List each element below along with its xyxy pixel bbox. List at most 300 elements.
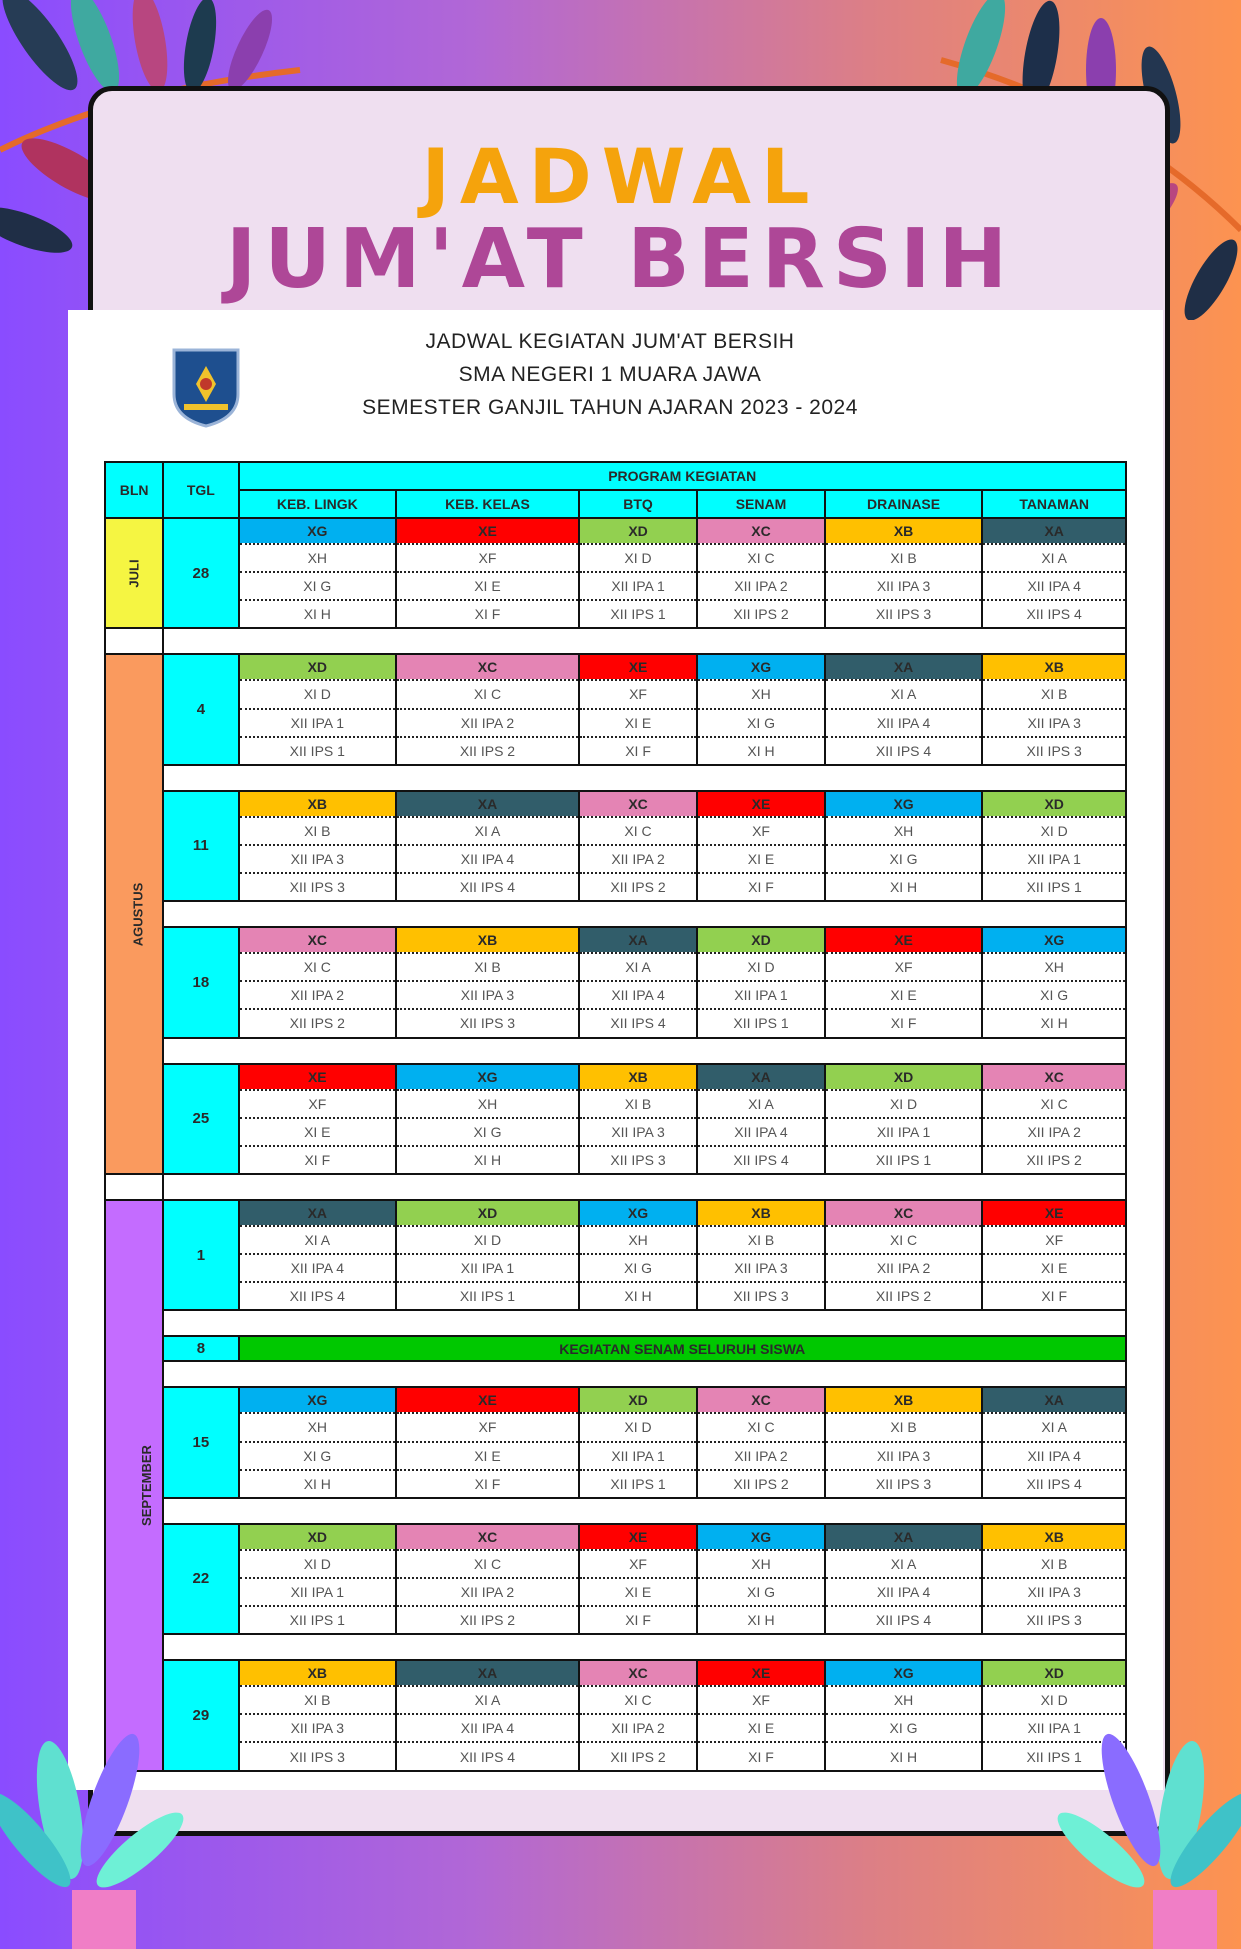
class-name-cell: XF — [396, 1413, 579, 1441]
class-code-cell: XE — [982, 1200, 1126, 1226]
class-name-cell: XII IPA 4 — [982, 572, 1126, 600]
class-name-cell: XI C — [579, 817, 697, 845]
class-name-cell: XII IPS 4 — [579, 1009, 697, 1037]
class-code-cell: XG — [396, 1064, 579, 1090]
class-name-cell: XI F — [825, 1009, 983, 1037]
class-code-cell: XE — [239, 1064, 397, 1090]
class-name-cell: XI B — [239, 817, 397, 845]
school-logo-icon — [170, 344, 242, 428]
class-name-cell: XII IPS 2 — [579, 873, 697, 901]
spacer-cell — [163, 1361, 1126, 1387]
date-cell: 22 — [163, 1524, 238, 1634]
class-name-cell: XI H — [825, 873, 983, 901]
class-name-cell: XI G — [697, 1578, 824, 1606]
class-code-cell: XG — [825, 1660, 983, 1686]
class-name-cell: XI G — [697, 709, 824, 737]
class-code-cell: XC — [396, 1524, 579, 1550]
week-code-row — [105, 791, 1126, 817]
class-name-cell: XF — [697, 1686, 824, 1714]
month-label: JULI — [126, 559, 142, 588]
class-name-cell: XII IPS 1 — [697, 1009, 824, 1037]
class-name-cell: XH — [697, 1550, 824, 1578]
class-name-cell: XI G — [239, 1442, 397, 1470]
week-class-row — [105, 1442, 1126, 1470]
week-class-row — [105, 1578, 1126, 1606]
week-class-row — [105, 953, 1126, 981]
class-name-cell: XI F — [239, 1146, 397, 1174]
class-name-cell: XI E — [239, 1118, 397, 1146]
date-cell: 4 — [163, 654, 238, 764]
program-header-3: SENAM — [697, 490, 824, 518]
week-class-row — [105, 1606, 1126, 1634]
class-name-cell: XII IPS 3 — [579, 1146, 697, 1174]
class-name-cell: XI E — [697, 845, 824, 873]
class-code-cell: XD — [396, 1200, 579, 1226]
class-name-cell: XI C — [396, 1550, 579, 1578]
class-name-cell: XI D — [697, 953, 824, 981]
class-code-cell: XC — [825, 1200, 983, 1226]
week-class-row — [105, 1686, 1126, 1714]
class-name-cell: XI C — [697, 1413, 824, 1441]
week-class-row — [105, 1413, 1126, 1441]
class-name-cell: XII IPA 2 — [396, 709, 579, 737]
class-name-cell: XII IPS 1 — [396, 1282, 579, 1310]
class-code-cell: XD — [982, 791, 1126, 817]
class-name-cell: XI G — [396, 1118, 579, 1146]
class-name-cell: XII IPA 1 — [825, 1118, 983, 1146]
class-code-cell: XB — [825, 518, 983, 544]
class-code-cell: XB — [982, 1524, 1126, 1550]
class-name-cell: XII IPS 4 — [825, 737, 983, 765]
class-name-cell: XII IPA 3 — [239, 845, 397, 873]
class-name-cell: XI D — [982, 1686, 1126, 1714]
class-name-cell: XII IPS 4 — [396, 1742, 579, 1771]
class-code-cell: XC — [697, 1387, 824, 1413]
program-header-1: KEB. KELAS — [396, 490, 579, 518]
class-name-cell: XII IPA 2 — [579, 1714, 697, 1742]
class-name-cell: XF — [982, 1226, 1126, 1254]
class-name-cell: XII IPS 3 — [239, 873, 397, 901]
class-name-cell: XI A — [825, 1550, 983, 1578]
class-code-cell: XE — [396, 1387, 579, 1413]
class-name-cell: XI H — [239, 600, 397, 628]
class-name-cell: XII IPA 2 — [697, 572, 824, 600]
class-name-cell: XI E — [982, 1254, 1126, 1282]
date-cell: 29 — [163, 1660, 238, 1771]
class-code-cell: XA — [825, 1524, 983, 1550]
class-name-cell: XI H — [239, 1470, 397, 1498]
week-code-row — [105, 518, 1126, 544]
class-name-cell: XI B — [579, 1090, 697, 1118]
class-name-cell: XI B — [697, 1226, 824, 1254]
class-name-cell: XI D — [579, 544, 697, 572]
class-name-cell: XI G — [239, 572, 397, 600]
class-name-cell: XI B — [825, 1413, 983, 1441]
date-cell: 25 — [163, 1064, 238, 1174]
class-name-cell: XI H — [982, 1009, 1126, 1037]
class-code-cell: XA — [396, 1660, 579, 1686]
class-code-cell: XA — [697, 1064, 824, 1090]
class-name-cell: XI D — [579, 1413, 697, 1441]
class-name-cell: XII IPA 1 — [579, 572, 697, 600]
class-name-cell: XF — [825, 953, 983, 981]
class-name-cell: XF — [579, 680, 697, 708]
class-name-cell: XII IPS 3 — [239, 1742, 397, 1771]
week-class-row — [105, 1118, 1126, 1146]
class-name-cell: XI A — [982, 1413, 1126, 1441]
class-name-cell: XII IPS 2 — [579, 1742, 697, 1771]
class-name-cell: XI E — [697, 1714, 824, 1742]
class-name-cell: XI H — [579, 1282, 697, 1310]
class-code-cell: XD — [825, 1064, 983, 1090]
class-code-cell: XD — [982, 1660, 1126, 1686]
class-code-cell: XB — [239, 1660, 397, 1686]
month-label: SEPTEMBER — [138, 1445, 154, 1527]
class-name-cell: XII IPA 3 — [825, 1442, 983, 1470]
class-name-cell: XI F — [396, 600, 579, 628]
class-name-cell: XF — [239, 1090, 397, 1118]
spacer-cell — [163, 765, 1126, 791]
program-header-4: DRAINASE — [825, 490, 983, 518]
week-code-row — [105, 1387, 1126, 1413]
plant-decoration-bottom-right — [1041, 1690, 1241, 1949]
class-name-cell: XII IPA 3 — [825, 572, 983, 600]
class-name-cell: XII IPS 4 — [697, 1146, 824, 1174]
month-label: AGUSTUS — [130, 882, 146, 947]
class-name-cell: XII IPA 4 — [579, 981, 697, 1009]
spacer-cell — [163, 628, 1126, 654]
week-class-row — [105, 709, 1126, 737]
class-name-cell: XI E — [579, 709, 697, 737]
class-name-cell: XII IPA 1 — [982, 845, 1126, 873]
class-code-cell: XB — [697, 1200, 824, 1226]
program-header-5: TANAMAN — [982, 490, 1126, 518]
class-code-cell: XB — [396, 927, 579, 953]
class-name-cell: XII IPS 1 — [579, 600, 697, 628]
class-code-cell: XB — [239, 791, 397, 817]
class-name-cell: XI C — [982, 1090, 1126, 1118]
class-code-cell: XA — [239, 1200, 397, 1226]
class-name-cell: XII IPS 1 — [239, 1606, 397, 1634]
week-class-row — [105, 544, 1126, 572]
class-name-cell: XII IPA 4 — [982, 1442, 1126, 1470]
class-name-cell: XI D — [982, 817, 1126, 845]
class-code-cell: XG — [982, 927, 1126, 953]
spacer-row — [105, 628, 1126, 654]
class-name-cell: XI E — [396, 572, 579, 600]
class-name-cell: XH — [697, 680, 824, 708]
class-code-cell: XA — [982, 1387, 1126, 1413]
class-name-cell: XI F — [697, 873, 824, 901]
class-code-cell: XG — [579, 1200, 697, 1226]
week-class-row — [105, 1254, 1126, 1282]
class-name-cell: XII IPS 2 — [396, 737, 579, 765]
class-name-cell: XII IPA 1 — [396, 1254, 579, 1282]
class-code-cell: XB — [982, 654, 1126, 680]
program-header-0: KEB. LINGK — [239, 490, 397, 518]
class-name-cell: XI G — [825, 1714, 983, 1742]
class-name-cell: XH — [825, 1686, 983, 1714]
class-name-cell: XI F — [697, 1742, 824, 1771]
class-name-cell: XII IPA 1 — [982, 1714, 1126, 1742]
class-code-cell: XE — [579, 654, 697, 680]
class-name-cell: XI F — [396, 1470, 579, 1498]
spacer-row — [105, 1174, 1126, 1200]
class-name-cell: XII IPA 2 — [579, 845, 697, 873]
class-code-cell: XB — [579, 1064, 697, 1090]
class-code-cell: XD — [239, 1524, 397, 1550]
class-name-cell: XI H — [396, 1146, 579, 1174]
spacer-row — [105, 1310, 1126, 1336]
date-cell: 18 — [163, 927, 238, 1037]
spacer-cell — [163, 1174, 1126, 1200]
week-class-row — [105, 1742, 1126, 1771]
week-code-row — [105, 1524, 1126, 1550]
class-name-cell: XI G — [982, 981, 1126, 1009]
class-name-cell: XI B — [825, 544, 983, 572]
class-name-cell: XH — [396, 1090, 579, 1118]
spacer-cell — [105, 1174, 163, 1200]
spacer-cell — [163, 1310, 1126, 1336]
class-name-cell: XI F — [579, 1606, 697, 1634]
week-class-row — [105, 981, 1126, 1009]
week-class-row — [105, 817, 1126, 845]
week-class-row — [105, 1009, 1126, 1037]
class-name-cell: XF — [396, 544, 579, 572]
week-code-row — [105, 1200, 1126, 1226]
class-name-cell: XII IPS 2 — [697, 1470, 824, 1498]
class-name-cell: XI E — [579, 1578, 697, 1606]
class-code-cell: XG — [239, 1387, 397, 1413]
class-code-cell: XC — [982, 1064, 1126, 1090]
class-name-cell: XII IPA 4 — [396, 1714, 579, 1742]
program-header: PROGRAM KEGIATAN — [239, 462, 1127, 490]
class-code-cell: XA — [396, 791, 579, 817]
schedule-table — [104, 461, 1127, 1772]
class-code-cell: XG — [825, 791, 983, 817]
class-name-cell: XI A — [697, 1090, 824, 1118]
class-name-cell: XI F — [982, 1282, 1126, 1310]
date-cell: 8 — [163, 1336, 238, 1361]
class-name-cell: XH — [239, 544, 397, 572]
class-name-cell: XII IPA 3 — [697, 1254, 824, 1282]
week-code-row — [105, 1660, 1126, 1686]
class-name-cell: XII IPS 2 — [825, 1282, 983, 1310]
class-name-cell: XII IPS 2 — [982, 1146, 1126, 1174]
week-class-row — [105, 845, 1126, 873]
class-code-cell: XD — [239, 654, 397, 680]
special-activity-cell: KEGIATAN SENAM SELURUH SISWA — [239, 1336, 1127, 1361]
week-class-row — [105, 1226, 1126, 1254]
class-name-cell: XII IPA 2 — [396, 1578, 579, 1606]
class-name-cell: XI C — [697, 544, 824, 572]
class-name-cell: XII IPS 2 — [239, 1009, 397, 1037]
class-name-cell: XI A — [239, 1226, 397, 1254]
class-name-cell: XI A — [396, 817, 579, 845]
spacer-cell — [105, 628, 163, 654]
class-name-cell: XI B — [982, 680, 1126, 708]
class-name-cell: XF — [579, 1550, 697, 1578]
class-name-cell: XII IPS 3 — [982, 737, 1126, 765]
class-name-cell: XI D — [396, 1226, 579, 1254]
class-name-cell: XI C — [825, 1226, 983, 1254]
class-code-cell: XA — [825, 654, 983, 680]
week-code-row — [105, 654, 1126, 680]
class-name-cell: XII IPS 1 — [982, 873, 1126, 901]
spacer-row — [105, 1361, 1126, 1387]
class-code-cell: XG — [697, 654, 824, 680]
spacer-row — [105, 901, 1126, 927]
spacer-row — [105, 1038, 1126, 1064]
month-cell — [105, 1200, 163, 1771]
class-code-cell: XC — [697, 518, 824, 544]
class-name-cell: XI A — [396, 1686, 579, 1714]
class-name-cell: XII IPS 4 — [825, 1606, 983, 1634]
class-name-cell: XII IPA 3 — [239, 1714, 397, 1742]
class-name-cell: XII IPS 1 — [579, 1470, 697, 1498]
class-name-cell: XII IPA 4 — [697, 1118, 824, 1146]
week-class-row — [105, 1714, 1126, 1742]
class-code-cell: XE — [697, 791, 824, 817]
class-code-cell: XG — [697, 1524, 824, 1550]
class-name-cell: XI E — [825, 981, 983, 1009]
class-code-cell: XA — [982, 518, 1126, 544]
week-class-row — [105, 572, 1126, 600]
class-name-cell: XI A — [982, 544, 1126, 572]
week-code-row — [105, 1064, 1126, 1090]
class-name-cell: XI G — [579, 1254, 697, 1282]
class-code-cell: XD — [697, 927, 824, 953]
class-code-cell: XD — [579, 518, 697, 544]
class-code-cell: XE — [579, 1524, 697, 1550]
class-code-cell: XG — [239, 518, 397, 544]
week-class-row — [105, 1090, 1126, 1118]
header-line3: SEMESTER GANJIL TAHUN AJARAN 2023 - 2024 — [362, 396, 858, 419]
class-name-cell: XI B — [396, 953, 579, 981]
class-name-cell: XI B — [239, 1686, 397, 1714]
date-cell: 28 — [163, 518, 238, 628]
class-name-cell: XI C — [579, 1686, 697, 1714]
class-name-cell: XII IPS 2 — [697, 600, 824, 628]
class-name-cell: XII IPA 3 — [982, 1578, 1126, 1606]
class-name-cell: XI E — [396, 1442, 579, 1470]
class-name-cell: XII IPS 4 — [982, 1470, 1126, 1498]
class-name-cell: XI B — [982, 1550, 1126, 1578]
date-cell: 11 — [163, 791, 238, 901]
class-code-cell: XC — [579, 1660, 697, 1686]
week-class-row — [105, 1550, 1126, 1578]
month-cell — [105, 654, 163, 1174]
week-class-row — [105, 1146, 1126, 1174]
class-name-cell: XI G — [825, 845, 983, 873]
week-class-row — [105, 600, 1126, 628]
spacer-cell — [163, 901, 1126, 927]
class-name-cell: XI A — [825, 680, 983, 708]
class-name-cell: XII IPA 2 — [239, 981, 397, 1009]
class-name-cell: XI D — [239, 1550, 397, 1578]
col-tgl-header: TGL — [163, 462, 238, 518]
class-name-cell: XII IPA 1 — [579, 1442, 697, 1470]
class-name-cell: XII IPS 3 — [697, 1282, 824, 1310]
class-name-cell: XI H — [697, 1606, 824, 1634]
class-name-cell: XII IPA 1 — [239, 709, 397, 737]
page-title-line2: JUM'AT BERSIH — [225, 212, 1016, 307]
class-code-cell: XB — [825, 1387, 983, 1413]
class-name-cell: XII IPA 1 — [697, 981, 824, 1009]
class-name-cell: XII IPS 4 — [982, 600, 1126, 628]
class-name-cell: XII IPA 4 — [396, 845, 579, 873]
week-class-row — [105, 1282, 1126, 1310]
class-name-cell: XII IPS 1 — [982, 1742, 1126, 1771]
class-code-cell: XE — [825, 927, 983, 953]
class-name-cell: XI A — [579, 953, 697, 981]
class-name-cell: XII IPS 4 — [239, 1282, 397, 1310]
week-class-row — [105, 737, 1126, 765]
class-name-cell: XI C — [239, 953, 397, 981]
class-name-cell: XII IPS 1 — [825, 1146, 983, 1174]
plant-decoration-bottom-left — [0, 1690, 200, 1949]
class-name-cell: XH — [239, 1413, 397, 1441]
class-name-cell: XII IPA 1 — [239, 1578, 397, 1606]
class-name-cell: XII IPA 3 — [579, 1118, 697, 1146]
date-cell: 1 — [163, 1200, 238, 1310]
class-name-cell: XI F — [579, 737, 697, 765]
spacer-cell — [163, 1634, 1126, 1660]
class-name-cell: XII IPA 4 — [825, 709, 983, 737]
class-code-cell: XE — [697, 1660, 824, 1686]
class-code-cell: XC — [396, 654, 579, 680]
class-name-cell: XI C — [396, 680, 579, 708]
class-code-cell: XC — [579, 791, 697, 817]
class-name-cell: XF — [697, 817, 824, 845]
week-code-row — [105, 927, 1126, 953]
spacer-row — [105, 1634, 1126, 1660]
week-class-row — [105, 1470, 1126, 1498]
class-name-cell: XII IPA 4 — [239, 1254, 397, 1282]
month-cell — [105, 518, 163, 628]
class-name-cell: XI D — [825, 1090, 983, 1118]
class-name-cell: XI H — [697, 737, 824, 765]
class-code-cell: XE — [396, 518, 579, 544]
spacer-row — [105, 765, 1126, 791]
class-name-cell: XII IPA 2 — [697, 1442, 824, 1470]
class-name-cell: XII IPA 4 — [825, 1578, 983, 1606]
class-name-cell: XI H — [825, 1742, 983, 1771]
class-name-cell: XII IPS 1 — [239, 737, 397, 765]
class-code-cell: XC — [239, 927, 397, 953]
header-line2: SMA NEGERI 1 MUARA JAWA — [458, 363, 762, 386]
class-name-cell: XII IPS 2 — [396, 1606, 579, 1634]
week-class-row — [105, 873, 1126, 901]
class-name-cell: XII IPS 3 — [825, 1470, 983, 1498]
class-code-cell: XD — [579, 1387, 697, 1413]
class-name-cell: XII IPA 2 — [982, 1118, 1126, 1146]
special-row — [105, 1336, 1126, 1361]
spacer-cell — [163, 1498, 1126, 1524]
week-class-row — [105, 680, 1126, 708]
class-name-cell: XII IPS 3 — [396, 1009, 579, 1037]
date-cell: 15 — [163, 1387, 238, 1497]
class-name-cell: XII IPA 3 — [396, 981, 579, 1009]
spacer-row — [105, 1498, 1126, 1524]
spacer-cell — [163, 1038, 1126, 1064]
class-name-cell: XII IPS 3 — [825, 600, 983, 628]
program-header-2: BTQ — [579, 490, 697, 518]
class-name-cell: XII IPA 3 — [982, 709, 1126, 737]
class-name-cell: XII IPA 2 — [825, 1254, 983, 1282]
class-name-cell: XH — [579, 1226, 697, 1254]
class-name-cell: XII IPS 4 — [396, 873, 579, 901]
